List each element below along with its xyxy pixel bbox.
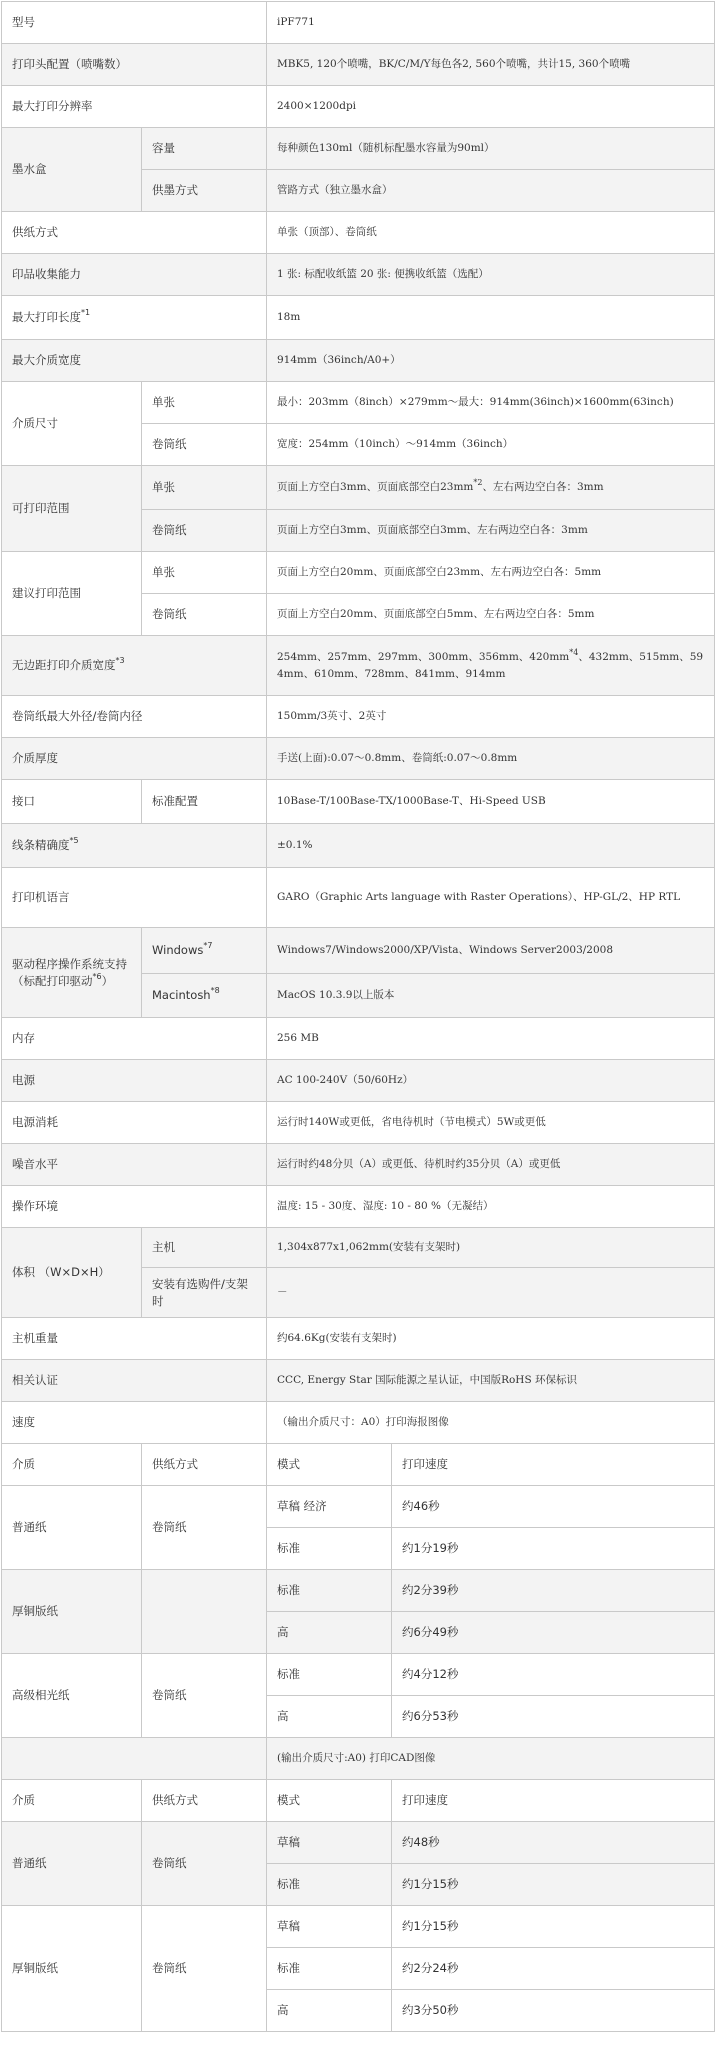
row-ink-capacity [2, 128, 715, 170]
row-driver-windows [2, 928, 715, 974]
value-weight: 约64.6Kg(安装有支架时) [267, 1318, 715, 1360]
row-line-accuracy [2, 824, 715, 868]
label-max-width: 最大介质宽度 [2, 340, 267, 382]
label-interface: 接口 [2, 780, 142, 824]
label-roll-diameter: 卷筒纸最大外径/卷筒内径 [2, 696, 267, 738]
value-cert: CCC, Energy Star 国际能源之星认证，中国版RoHS 环保标识 [267, 1360, 715, 1402]
value-environment: 温度: 15 - 30度、湿度: 10 - 80 %（无凝结） [267, 1186, 715, 1228]
speed-mode: 高 [267, 1696, 392, 1738]
row-interface [2, 780, 715, 824]
speed-poster-caption: （输出介质尺寸：A0）打印海报图像 [267, 1402, 715, 1444]
speed-cad-caption: (输出介质尺寸:A0) 打印CAD图像 [267, 1738, 715, 1780]
value-recommended-sheet: 页面上方空白20mm、页面底部空白23mm、左右两边空白各：5mm [267, 552, 715, 594]
value-borderless: 254mm、257mm、297mm、300mm、356mm、420mm$^{*4}$、432mm、515mm、594mm、610mm、728mm、841mm、914mm [267, 636, 715, 696]
speed-header-cell: 模式 [267, 1444, 392, 1486]
footnote-3: *3 [115, 656, 125, 665]
row-memory [2, 1018, 715, 1060]
value-memory: 256 MB [267, 1018, 715, 1060]
value-printable-roll: 页面上方空白3mm、页面底部空白3mm、左右两边空白各：3mm [267, 510, 715, 552]
speed-row [2, 1654, 715, 1696]
speed-mode: 标准 [267, 1528, 392, 1570]
value-language: GARO（Graphic Arts language with Raster Operations）、HP-GL/2、HP RTL [267, 868, 715, 928]
speed-header-cell: 供纸方式 [142, 1444, 267, 1486]
label-driver-windows: Windows$^{*7}$ [142, 928, 267, 974]
speed-value: 约6分53秒 [392, 1696, 715, 1738]
speed-header-cell: 打印速度 [392, 1780, 715, 1822]
footnote-4: *4 [569, 647, 579, 657]
speed-mode: 草稿 经济 [267, 1486, 392, 1528]
label-printable-roll: 卷筒纸 [142, 510, 267, 552]
speed-value: 约46秒 [392, 1486, 715, 1528]
speed-feed [142, 1570, 267, 1654]
speed-header-row [2, 1444, 715, 1486]
label-thickness: 介质厚度 [2, 738, 267, 780]
row-thickness [2, 738, 715, 780]
label-recommended-area: 建议打印范围 [2, 552, 142, 636]
footnote-8: *8 [210, 986, 220, 995]
speed-media: 高级相光纸 [2, 1654, 142, 1738]
speed-media: 普通纸 [2, 1486, 142, 1570]
value-ink-capacity: 每种颜色130ml（随机标配墨水容量为90ml） [267, 128, 715, 170]
label-printable-sheet: 单张 [142, 466, 267, 510]
row-max-length [2, 296, 715, 340]
row-max-resolution [2, 86, 715, 128]
row-borderless [2, 636, 715, 696]
row-max-width [2, 340, 715, 382]
speed-header-row [2, 1780, 715, 1822]
speed-value: 约3分50秒 [392, 1990, 715, 2032]
label-model: 型号 [2, 2, 267, 44]
label-ink-capacity: 容量 [142, 128, 267, 170]
label-speed: 速度 [2, 1402, 267, 1444]
row-cert [2, 1360, 715, 1402]
label-media-size-roll: 卷筒纸 [142, 424, 267, 466]
label-stacking: 印品收集能力 [2, 254, 267, 296]
label-power: 电源 [2, 1060, 267, 1102]
value-media-size-roll: 宽度：254mm（10inch）～914mm（36inch） [267, 424, 715, 466]
speed-row [2, 1570, 715, 1612]
row-stacking [2, 254, 715, 296]
speed-feed: 卷筒纸 [142, 1906, 267, 2032]
speed-mode: 标准 [267, 1948, 392, 1990]
row-speed-cad-caption [2, 1738, 715, 1780]
value-driver-windows: Windows7/Windows2000/XP/Vista、Windows Server2003/2008 [267, 928, 715, 974]
speed-header-cell: 打印速度 [392, 1444, 715, 1486]
row-environment [2, 1186, 715, 1228]
value-noise: 运行时约48分贝（A）或更低、待机时约35分贝（A）或更低 [267, 1144, 715, 1186]
speed-row [2, 1822, 715, 1864]
label-line-accuracy: 线条精确度$^{*5}$ [2, 824, 267, 868]
label-cert: 相关认证 [2, 1360, 267, 1402]
row-dimensions-main [2, 1228, 715, 1268]
label-driver-mac: Macintosh$^{*8}$ [142, 974, 267, 1018]
value-power: AC 100-240V（50/60Hz） [267, 1060, 715, 1102]
footnote-1: *1 [81, 308, 91, 317]
label-ink: 墨水盒 [2, 128, 142, 212]
speed-value: 约1分15秒 [392, 1906, 715, 1948]
value-media-size-sheet: 最小：203mm（8inch）×279mm～最大：914mm(36inch)×1600mm(63inch) [267, 382, 715, 424]
speed-mode: 标准 [267, 1654, 392, 1696]
value-interface: 10Base-T/100Base-TX/1000Base-T、Hi-Speed USB [267, 780, 715, 824]
value-dimensions-main: 1,304x877x1,062mm(安装有支架时) [267, 1228, 715, 1268]
spec-table [1, 1, 715, 2032]
speed-value: 约4分12秒 [392, 1654, 715, 1696]
speed-cad-caption-blank [2, 1738, 267, 1780]
value-max-width: 914mm（36inch/A0+） [267, 340, 715, 382]
value-printable-sheet: 页面上方空白3mm、页面底部空白23mm$^{*2}$、左右两边空白各：3mm [267, 466, 715, 510]
row-language [2, 868, 715, 928]
speed-cad-caption-body [2, 1738, 715, 1780]
value-ink-supply: 管路方式（独立墨水盒） [267, 170, 715, 212]
speed-value: 约48秒 [392, 1822, 715, 1864]
speed-mode: 标准 [267, 1570, 392, 1612]
speed-media: 厚铜版纸 [2, 1570, 142, 1654]
speed-value: 约2分39秒 [392, 1570, 715, 1612]
label-feed: 供纸方式 [2, 212, 267, 254]
speed-mode: 草稿 [267, 1822, 392, 1864]
label-media-size: 介质尺寸 [2, 382, 142, 466]
speed-header-cell: 介质 [2, 1444, 142, 1486]
speed-poster-table [2, 1444, 715, 1738]
speed-value: 约1分19秒 [392, 1528, 715, 1570]
value-recommended-roll: 页面上方空白20mm、页面底部空白5mm、左右两边空白各：5mm [267, 594, 715, 636]
speed-row [2, 1486, 715, 1528]
label-recommended-sheet: 单张 [142, 552, 267, 594]
label-weight: 主机重量 [2, 1318, 267, 1360]
label-dimensions: 体积 （W×D×H） [2, 1228, 142, 1318]
row-weight [2, 1318, 715, 1360]
footnote-5: *5 [69, 836, 79, 845]
speed-media: 普通纸 [2, 1822, 142, 1906]
label-max-length: 最大打印长度$^{*1}$ [2, 296, 267, 340]
speed-feed: 卷筒纸 [142, 1654, 267, 1738]
speed-header-cell: 模式 [267, 1780, 392, 1822]
label-interface-standard: 标准配置 [142, 780, 267, 824]
value-max-length: 18m [267, 296, 715, 340]
value-stacking: 1 张: 标配收纸篮 20 张: 便携收纸篮（选配） [267, 254, 715, 296]
value-line-accuracy: ±0.1% [267, 824, 715, 868]
value-roll-diameter: 150mm/3英寸、2英寸 [267, 696, 715, 738]
speed-mode: 高 [267, 1990, 392, 2032]
footnote-6: *6 [92, 971, 102, 981]
label-dimensions-main: 主机 [142, 1228, 267, 1268]
label-memory: 内存 [2, 1018, 267, 1060]
label-driver: 驱动程序操作系统支持（标配打印驱动$^{*6}$） [2, 928, 142, 1018]
row-model [2, 2, 715, 44]
value-thickness: 手送(上面):0.07～0.8mm、卷筒纸:0.07～0.8mm [267, 738, 715, 780]
label-media-size-sheet: 单张 [142, 382, 267, 424]
speed-value: 约6分49秒 [392, 1612, 715, 1654]
label-dimensions-opt: 安装有选购件/支架时 [142, 1268, 267, 1318]
footnote-7: *7 [203, 941, 213, 950]
speed-feed: 卷筒纸 [142, 1486, 267, 1570]
value-dimensions-opt: － [267, 1268, 715, 1318]
row-noise [2, 1144, 715, 1186]
label-printable-area: 可打印范围 [2, 466, 142, 552]
label-noise: 噪音水平 [2, 1144, 267, 1186]
label-max-resolution: 最大打印分辨率 [2, 86, 267, 128]
speed-feed: 卷筒纸 [142, 1822, 267, 1906]
label-environment: 操作环境 [2, 1186, 267, 1228]
label-consumption: 电源消耗 [2, 1102, 267, 1144]
row-power [2, 1060, 715, 1102]
row-printable-sheet [2, 466, 715, 510]
value-max-resolution: 2400×1200dpi [267, 86, 715, 128]
value-feed: 单张（顶部）、卷筒纸 [267, 212, 715, 254]
value-printhead: MBK5, 120个喷嘴，BK/C/M/Y每色各2, 560个喷嘴，共计15, 360个喷嘴 [267, 44, 715, 86]
footnote-2: *2 [473, 478, 483, 487]
row-media-size-sheet [2, 382, 715, 424]
label-language: 打印机语言 [2, 868, 267, 928]
row-speed-poster-caption [2, 1402, 715, 1444]
speed-cad-table [2, 1780, 715, 2032]
row-roll-diameter [2, 696, 715, 738]
value-driver-mac: MacOS 10.3.9以上版本 [267, 974, 715, 1018]
label-printhead: 打印头配置（喷嘴数） [2, 44, 267, 86]
speed-value: 约1分15秒 [392, 1864, 715, 1906]
value-consumption: 运行时140W或更低，省电待机时（节电模式）5W或更低 [267, 1102, 715, 1144]
speed-header-cell: 供纸方式 [142, 1780, 267, 1822]
speed-mode: 高 [267, 1612, 392, 1654]
speed-value: 约2分24秒 [392, 1948, 715, 1990]
speed-header-cell: 介质 [2, 1780, 142, 1822]
row-recommended-sheet [2, 552, 715, 594]
label-recommended-roll: 卷筒纸 [142, 594, 267, 636]
speed-mode: 标准 [267, 1864, 392, 1906]
label-borderless: 无边距打印介质宽度$^{*3}$ [2, 636, 267, 696]
label-ink-supply: 供墨方式 [142, 170, 267, 212]
speed-mode: 草稿 [267, 1906, 392, 1948]
value-model: iPF771 [267, 2, 715, 44]
speed-row [2, 1906, 715, 1948]
row-feed [2, 212, 715, 254]
speed-media: 厚铜版纸 [2, 1906, 142, 2032]
row-consumption [2, 1102, 715, 1144]
row-printhead [2, 44, 715, 86]
